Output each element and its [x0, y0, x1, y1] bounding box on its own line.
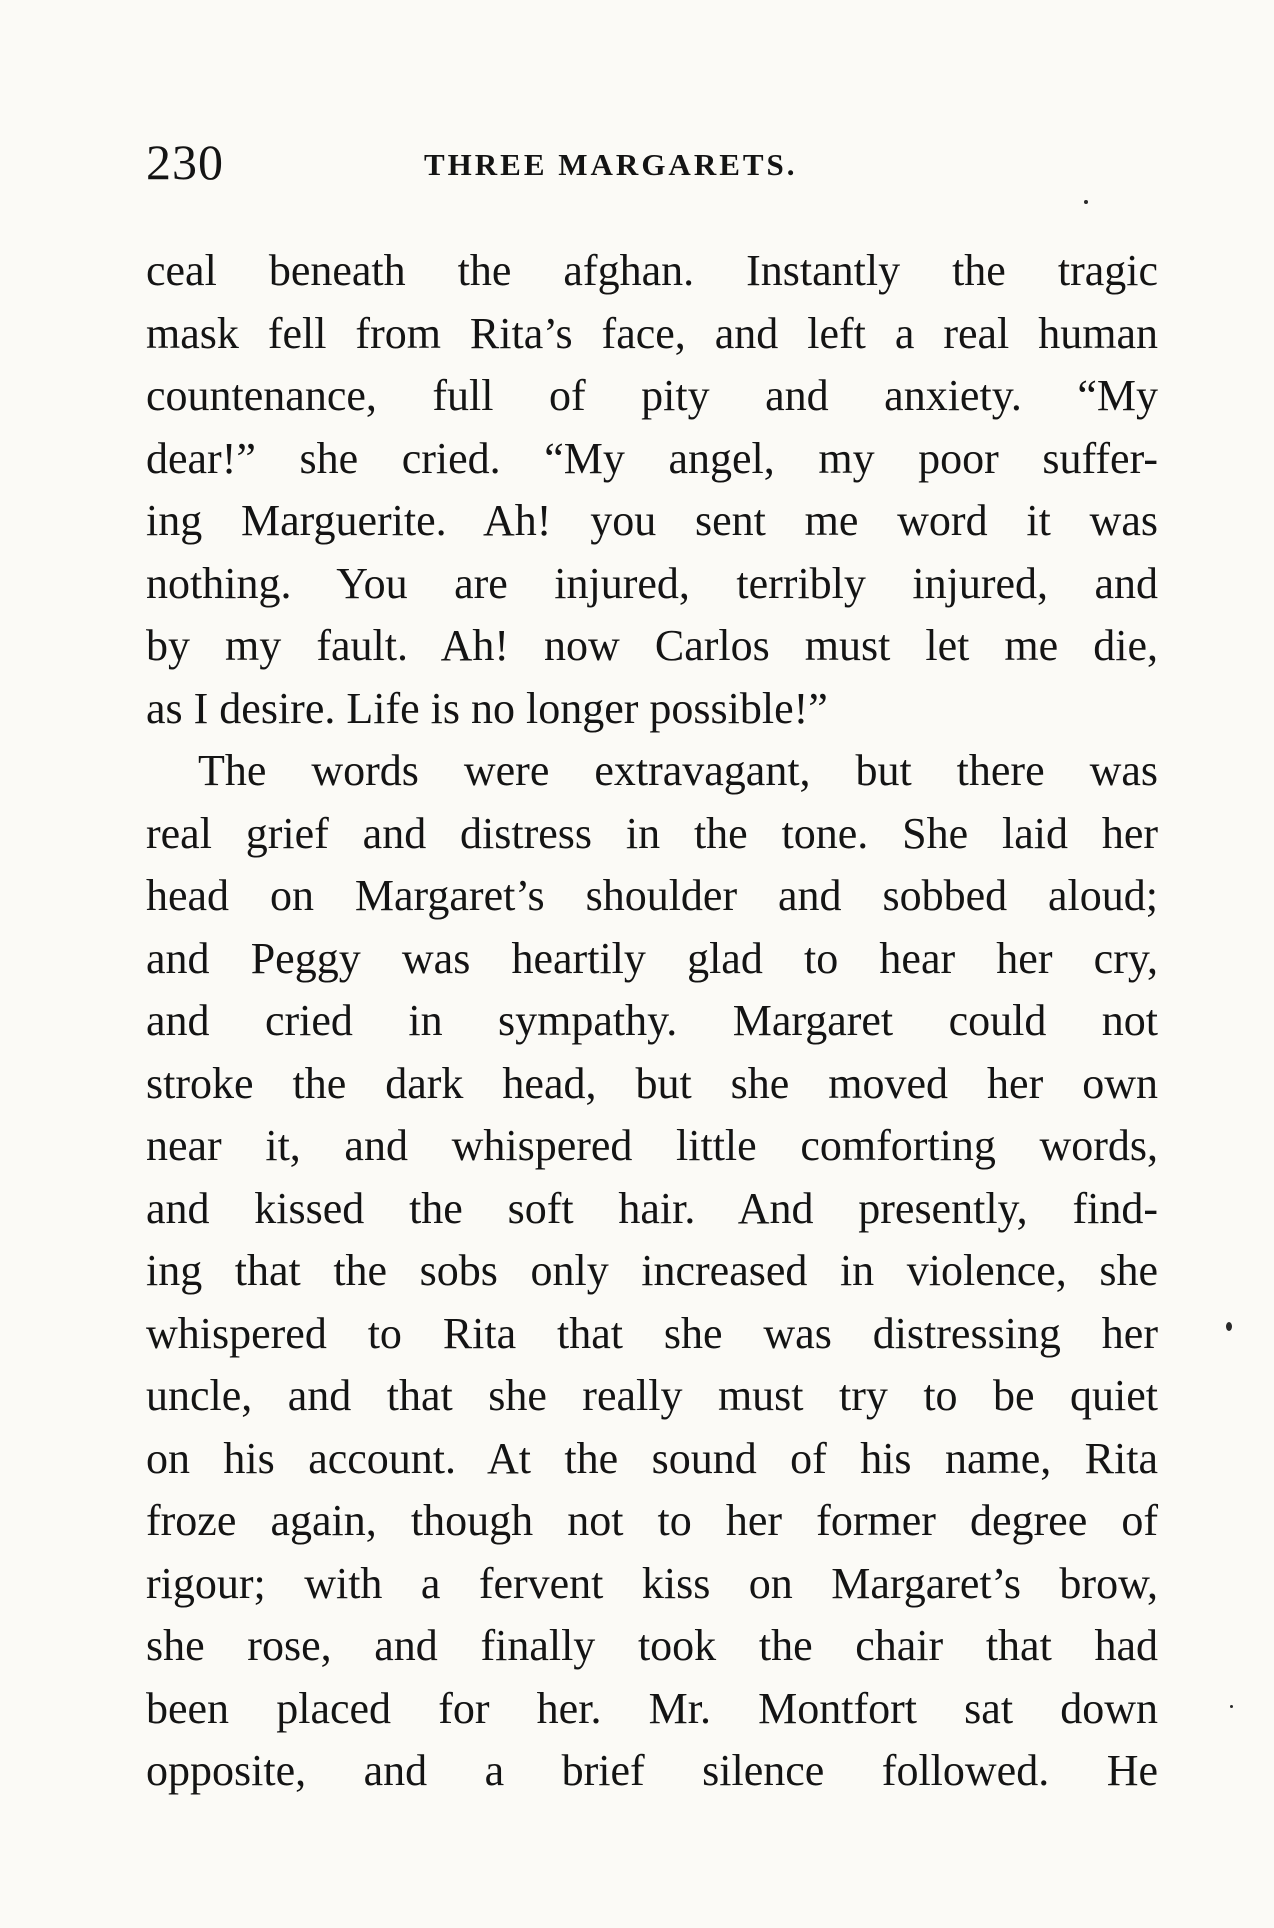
- text-line: near it, and whispered little comforting words,: [146, 1121, 1158, 1170]
- text-line: and kissed the soft hair. And presently, find-: [146, 1183, 1158, 1233]
- text-line: opposite, and a brief silence followed. He: [146, 1746, 1158, 1795]
- text-line: rigour; with a fervent kiss on Margaret’s brow,: [146, 1558, 1158, 1608]
- text-line: uncle, and that she really must try to be quiet: [146, 1371, 1158, 1420]
- text-line: head on Margaret’s shoulder and sobbed aloud;: [146, 871, 1158, 920]
- text-line: The words were extravagant, but there was: [198, 746, 1158, 795]
- text-line: by my fault. Ah! now Carlos must let me die,: [146, 621, 1158, 670]
- text-line: countenance, full of pity and anxiety. “My: [146, 371, 1158, 420]
- running-title: THREE MARGARETS.: [424, 147, 798, 182]
- body-text: [146, 240, 1158, 1803]
- text-line: ceal beneath the afghan. Instantly the tragic: [146, 246, 1158, 295]
- text-line: as I desire. Life is no longer possible!”: [146, 683, 828, 733]
- text-line: been placed for her. Mr. Montfort sat down: [146, 1683, 1158, 1733]
- scan-speck: [1226, 1322, 1232, 1331]
- text-line: ing that the sobs only increased in violence, she: [146, 1246, 1158, 1295]
- text-line: stroke the dark head, but she moved her own: [146, 1058, 1158, 1108]
- text-line: froze again, though not to her former degree of: [146, 1496, 1158, 1545]
- text-line: real grief and distress in the tone. She laid her: [146, 808, 1158, 858]
- text-line: mask fell from Rita’s face, and left a real human: [146, 308, 1158, 358]
- text-line: on his account. At the sound of his name, Rita: [146, 1433, 1158, 1483]
- text-line: and Peggy was heartily glad to hear her cry,: [146, 933, 1158, 983]
- page-number: 230: [146, 134, 224, 190]
- text-line: and cried in sympathy. Margaret could not: [146, 996, 1158, 1045]
- text-line: dear!” she cried. “My angel, my poor suffer-: [146, 433, 1158, 483]
- text-line: she rose, and finally took the chair that had: [146, 1621, 1158, 1670]
- scan-speck: [1230, 1705, 1233, 1708]
- page-header: [146, 132, 1156, 192]
- text-line: whispered to Rita that she was distressing her: [146, 1308, 1158, 1358]
- text-line: nothing. You are injured, terribly injured, and: [146, 558, 1158, 608]
- text-line: ing Marguerite. Ah! you sent me word it was: [146, 496, 1158, 545]
- scan-speck: [1084, 200, 1088, 204]
